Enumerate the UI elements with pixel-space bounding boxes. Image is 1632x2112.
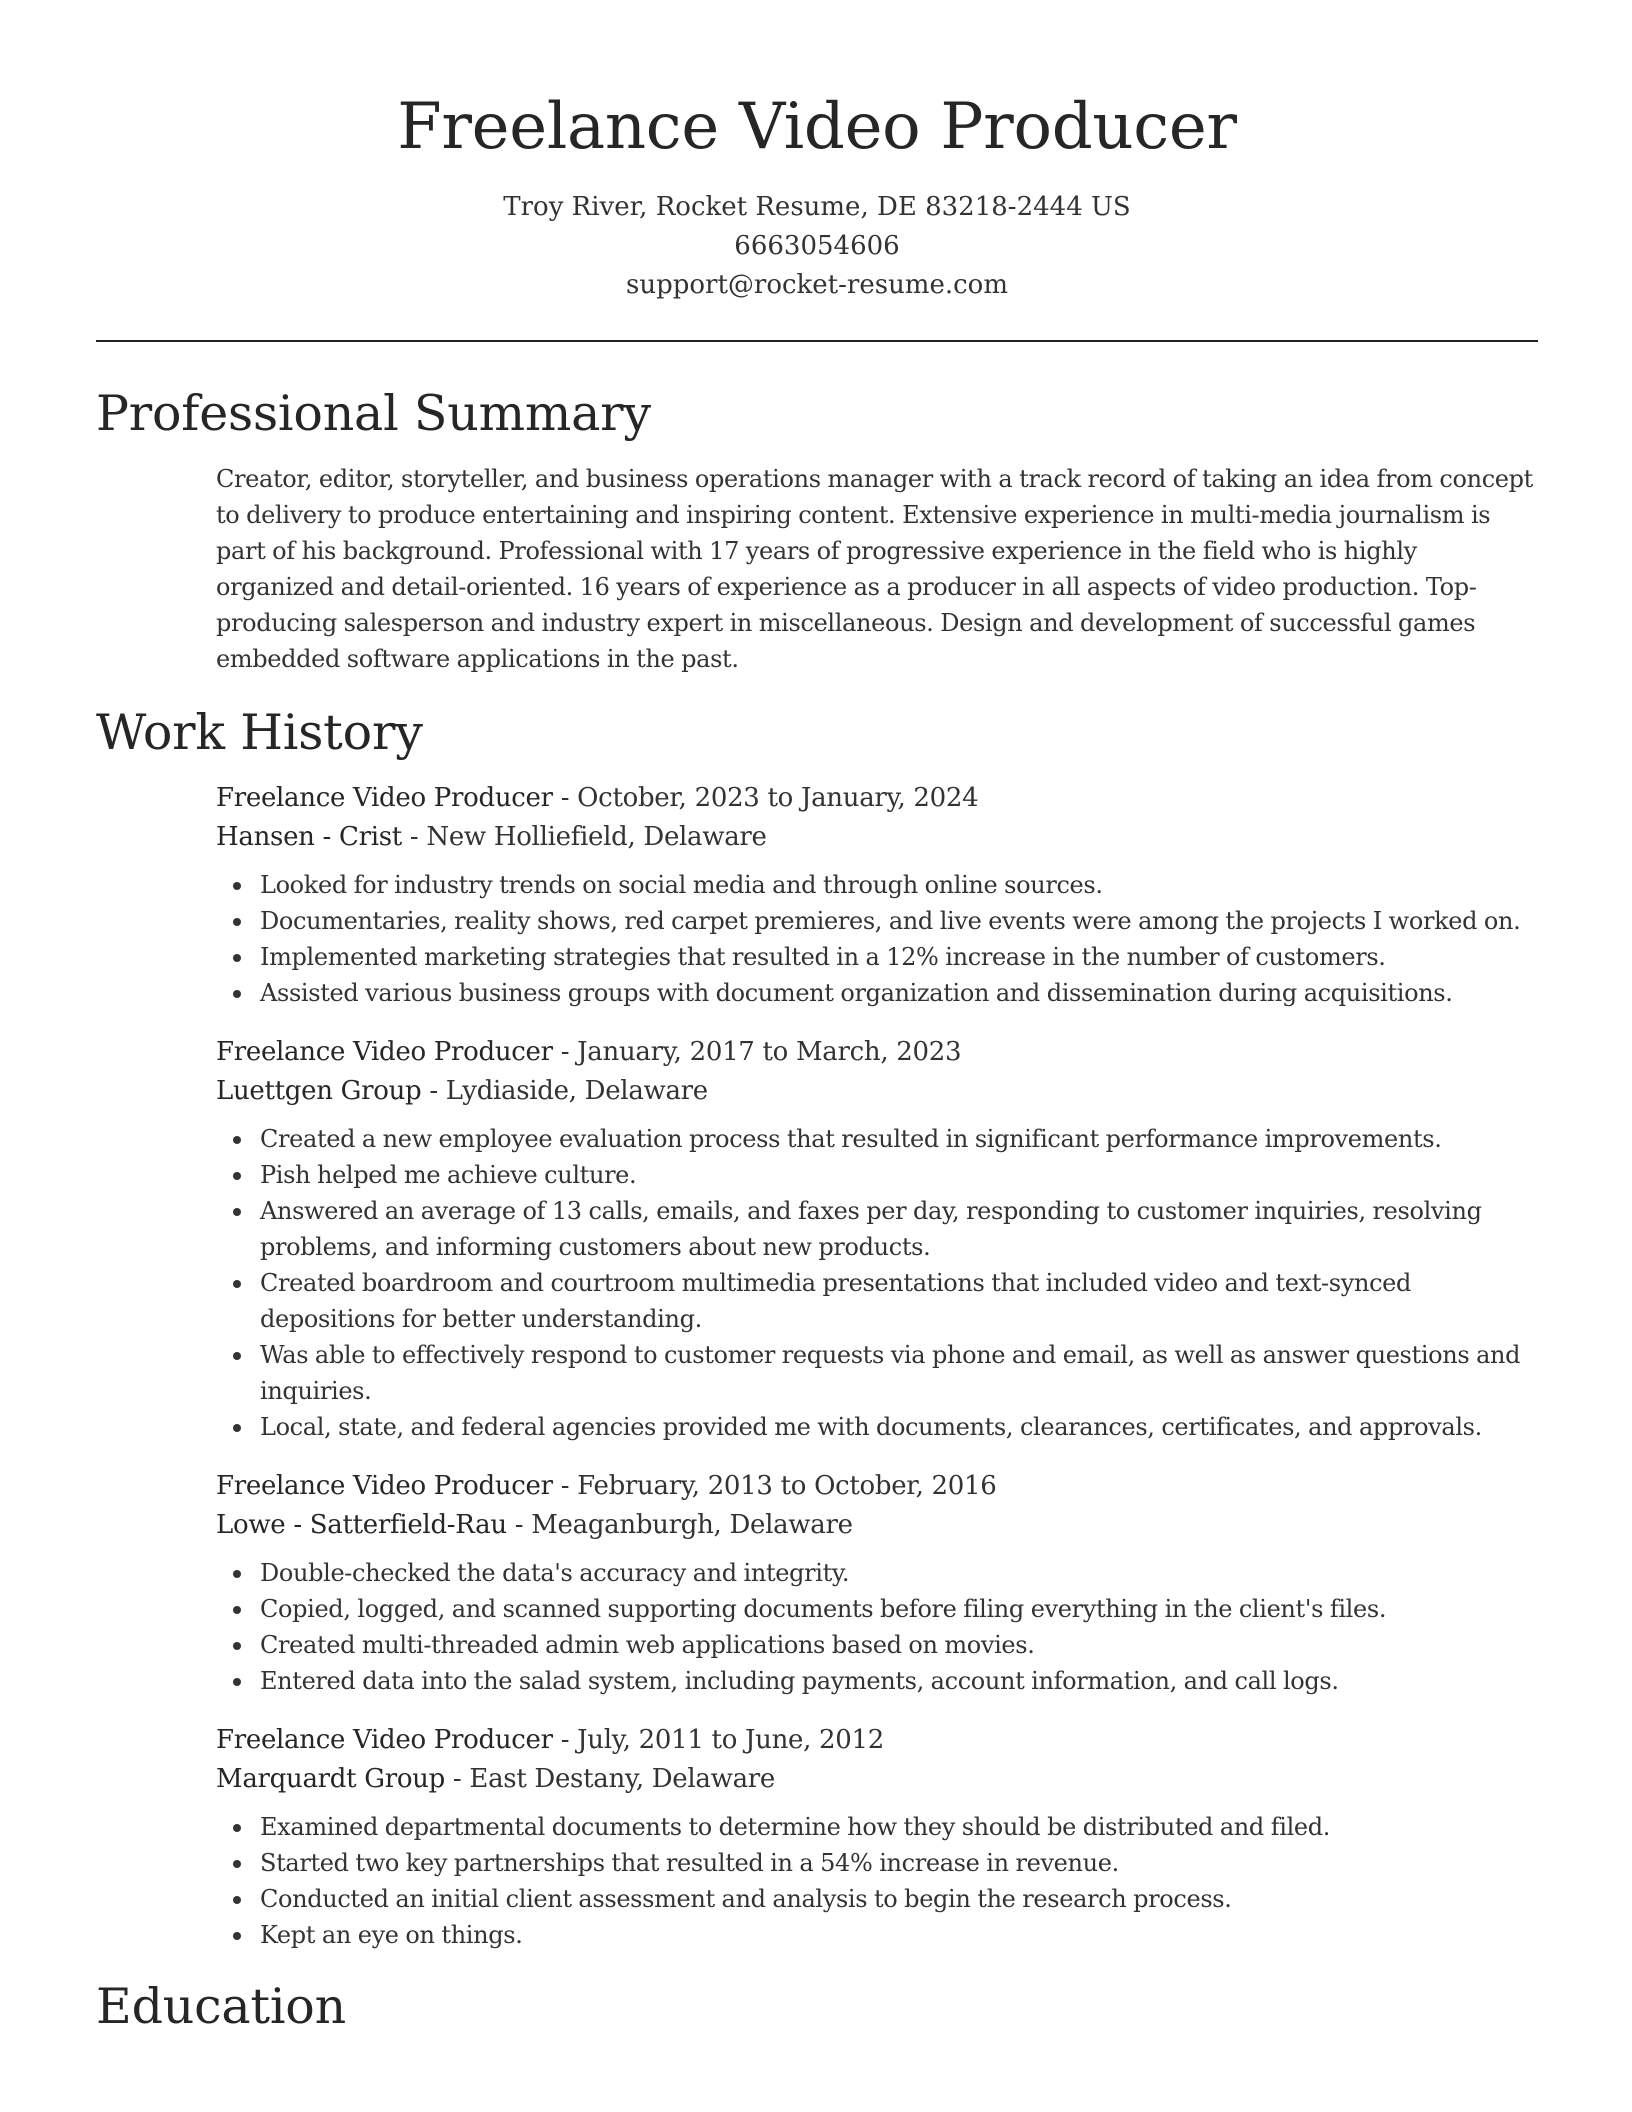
job-company-line: [216, 1072, 1538, 1111]
job-separator: -: [421, 1076, 446, 1106]
bullet-icon: [233, 1896, 241, 1904]
job-bullet-text: Double-checked the data's accuracy and integrity.: [260, 1559, 850, 1587]
job-separator: -: [552, 783, 578, 813]
job-bullet-text: Copied, logged, and scanned supporting documents before filing everything in the client's files.: [260, 1595, 1387, 1623]
job-bullet: [216, 975, 1538, 1011]
job-bullet: [216, 1157, 1538, 1193]
bullet-icon: [233, 1678, 241, 1686]
bullet-icon: [233, 1280, 241, 1288]
job-bullet: [216, 1337, 1538, 1409]
job-list: [216, 779, 1538, 1953]
job-bullet-text: Assisted various business groups with document organization and dissemination during acquisitions.: [260, 979, 1453, 1007]
bullet-icon: [233, 954, 241, 962]
contact-address: Troy River, Rocket Resume, DE 83218-2444 US: [503, 192, 1131, 222]
job-bullet-list: [216, 1555, 1538, 1699]
job-bullet: [216, 1881, 1538, 1917]
job-bullet: [216, 1555, 1538, 1591]
job-bullet-text: Created multi-threaded admin web applications based on movies.: [260, 1631, 1035, 1659]
job-bullet: [216, 1265, 1538, 1337]
job-position: Freelance Video Producer: [216, 1037, 553, 1067]
job-bullet-text: Local, state, and federal agencies provided me with documents, clearances, certificates, and approvals.: [260, 1413, 1482, 1441]
job-entry: [216, 779, 1538, 1011]
bullet-icon: [233, 1136, 241, 1144]
job-separator: -: [552, 1471, 578, 1501]
job-title-line: [216, 779, 1538, 818]
bullet-icon: [233, 882, 241, 890]
contact-email: support@rocket-resume.com: [625, 270, 1008, 300]
job-bullet-text: Documentaries, reality shows, red carpet premieres, and live events were among the projects I worked on.: [260, 907, 1521, 935]
job-title-line: [216, 1033, 1538, 1072]
job-location: New Holliefield, Delaware: [426, 822, 767, 852]
bullet-icon: [233, 1424, 241, 1432]
resume-page: [96, 0, 1538, 2112]
job-position: Freelance Video Producer: [216, 783, 553, 813]
job-bullet: [216, 1121, 1538, 1157]
job-dates: January, 2017 to March, 2023: [577, 1037, 962, 1067]
job-bullet: [216, 1663, 1538, 1699]
job-bullet: [216, 1409, 1538, 1445]
summary-section: [96, 382, 1538, 677]
job-bullet-text: Created boardroom and courtroom multimedia presentations that included video and text-synced depositions for better understanding.: [260, 1269, 1412, 1333]
job-dates: July, 2011 to June, 2012: [577, 1725, 885, 1755]
job-bullet: [216, 867, 1538, 903]
resume-header: [96, 0, 1538, 305]
bullet-icon: [233, 1824, 241, 1832]
job-company: Lowe - Satterfield-Rau: [216, 1510, 507, 1540]
bullet-icon: [233, 918, 241, 926]
job-bullet-text: Conducted an initial client assessment and analysis to begin the research process.: [260, 1885, 1232, 1913]
bullet-icon: [233, 1606, 241, 1614]
job-bullet-text: Examined departmental documents to determine how they should be distributed and filed.: [260, 1813, 1331, 1841]
job-separator: -: [401, 822, 427, 852]
job-bullet-list: [216, 1121, 1538, 1445]
bullet-icon: [233, 1172, 241, 1180]
job-bullet: [216, 903, 1538, 939]
job-position: Freelance Video Producer: [216, 1725, 553, 1755]
job-bullet-list: [216, 867, 1538, 1011]
job-bullet: [216, 1809, 1538, 1845]
header-divider: [96, 340, 1538, 342]
job-location: East Destany, Delaware: [469, 1764, 775, 1794]
education-heading: Education: [96, 1978, 346, 2035]
job-bullet-text: Pish helped me achieve culture.: [260, 1161, 637, 1189]
education-section: [96, 1975, 1538, 2039]
job-bullet-list: [216, 1809, 1538, 1953]
bullet-icon: [233, 1570, 241, 1578]
job-entry: [216, 1721, 1538, 1953]
job-bullet-text: Started two key partnerships that resulted in a 54% increase in revenue.: [260, 1849, 1119, 1877]
job-company: Luettgen Group: [216, 1076, 422, 1106]
job-entry: [216, 1467, 1538, 1699]
work-history-section: [96, 701, 1538, 1953]
job-dates: February, 2013 to October, 2016: [577, 1471, 997, 1501]
job-location: Lydiaside, Delaware: [445, 1076, 708, 1106]
bullet-icon: [233, 1860, 241, 1868]
contact-info: [96, 188, 1538, 305]
summary-heading: Professional Summary: [96, 385, 651, 442]
job-dates: October, 2023 to January, 2024: [577, 783, 979, 813]
job-separator: -: [552, 1725, 578, 1755]
job-company-line: [216, 818, 1538, 857]
bullet-icon: [233, 1932, 241, 1940]
job-entry: [216, 1033, 1538, 1445]
job-separator: -: [506, 1510, 532, 1540]
summary-text: Creator, editor, storyteller, and business operations manager with a track record of taking an idea from concept to delivery to produce entertaining and inspiring content. Extensive experience in multi-media journalism is part of his background. Professional with 17 years of progressive experience in the field who is highly organized and detail-oriented. 16 years of experience as a producer in all aspects of video production. Top-producing salesperson and industry expert in miscellaneous. Design and development of successful games embedded software applications in the past.: [216, 465, 1533, 673]
job-separator: -: [444, 1764, 470, 1794]
bullet-icon: [233, 1352, 241, 1360]
job-bullet-text: Entered data into the salad system, including payments, account information, and call logs.: [260, 1667, 1339, 1695]
job-bullet: [216, 1193, 1538, 1265]
job-company: Hansen - Crist: [216, 822, 402, 852]
job-bullet-text: Implemented marketing strategies that resulted in a 12% increase in the number of customers.: [260, 943, 1386, 971]
job-bullet-text: Created a new employee evaluation process that resulted in significant performance improvements.: [260, 1125, 1442, 1153]
job-title-line: [216, 1467, 1538, 1506]
job-separator: -: [552, 1037, 578, 1067]
work-history-heading: Work History: [96, 704, 423, 761]
job-bullet-text: Answered an average of 13 calls, emails, and faxes per day, responding to customer inquiries, resolving problems, and informing customers about new products.: [260, 1197, 1482, 1261]
job-bullet: [216, 1591, 1538, 1627]
job-company-line: [216, 1760, 1538, 1799]
bullet-icon: [233, 1208, 241, 1216]
bullet-icon: [233, 990, 241, 998]
candidate-name: Freelance Video Producer: [397, 90, 1237, 164]
job-bullet: [216, 1627, 1538, 1663]
job-title-line: [216, 1721, 1538, 1760]
job-bullet: [216, 939, 1538, 975]
job-bullet-text: Was able to effectively respond to customer requests via phone and email, as well as answer questions and inquiries.: [260, 1341, 1521, 1405]
job-bullet: [216, 1917, 1538, 1953]
job-company: Marquardt Group: [216, 1764, 445, 1794]
contact-phone: 6663054606: [734, 231, 900, 261]
job-position: Freelance Video Producer: [216, 1471, 553, 1501]
job-bullet-text: Looked for industry trends on social media and through online sources.: [260, 871, 1103, 899]
bullet-icon: [233, 1642, 241, 1650]
job-company-line: [216, 1506, 1538, 1545]
job-bullet-text: Kept an eye on things.: [260, 1921, 523, 1949]
job-location: Meaganburgh, Delaware: [531, 1510, 853, 1540]
job-bullet: [216, 1845, 1538, 1881]
